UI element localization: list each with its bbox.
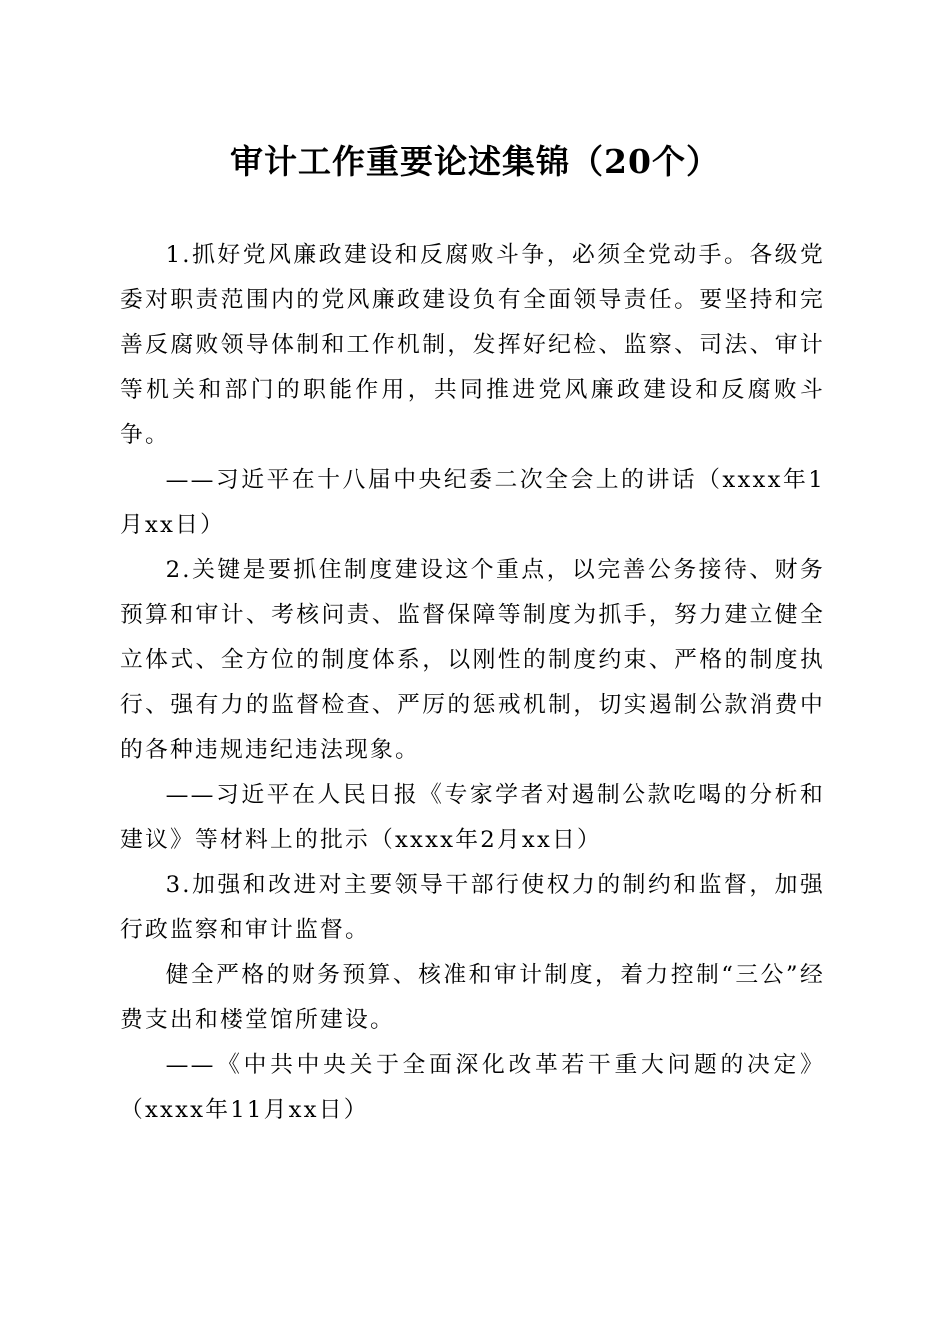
paragraph-quote-1: 1.抓好党风廉政建设和反腐败斗争，必须全党动手。各级党委对职责范围内的党风廉政建设负有全面领导责任。要坚持和完善反腐败领导体制和工作机制，发挥好纪检、监察、司法、审计等机关和部门的职能作用，共同推进党风廉政建设和反腐败斗争。 xyxy=(120,242,825,448)
document-body xyxy=(120,233,825,1133)
paragraph-source-1: ——习近平在十八届中央纪委二次全会上的讲话（xxxx年1月xx日） xyxy=(120,467,825,538)
paragraph-source-2: ——习近平在人民日报《专家学者对遏制公款吃喝的分析和建议》等材料上的批示（xxxx年2月xx日） xyxy=(120,782,825,853)
document-title: 审计工作重要论述集锦（20个） xyxy=(230,142,720,181)
paragraph-quote-3-continued: 健全严格的财务预算、核准和审计制度，着力控制“三公”经费支出和楼堂馆所建设。 xyxy=(120,962,825,1033)
paragraph-quote-2: 2.关键是要抓住制度建设这个重点，以完善公务接待、财务预算和审计、考核问责、监督保障等制度为抓手，努力建立健全立体式、全方位的制度体系，以刚性的制度约束、严格的制度执行、强有力的监督检查、严厉的惩戒机制，切实遏制公款消费中的各种违规违纪违法现象。 xyxy=(120,557,825,763)
paragraph-source-3: ——《中共中央关于全面深化改革若干重大问题的决定》（xxxx年11月xx日） xyxy=(120,1052,825,1123)
paragraph-quote-3: 3.加强和改进对主要领导干部行使权力的制约和监督，加强行政监察和审计监督。 xyxy=(120,872,825,943)
